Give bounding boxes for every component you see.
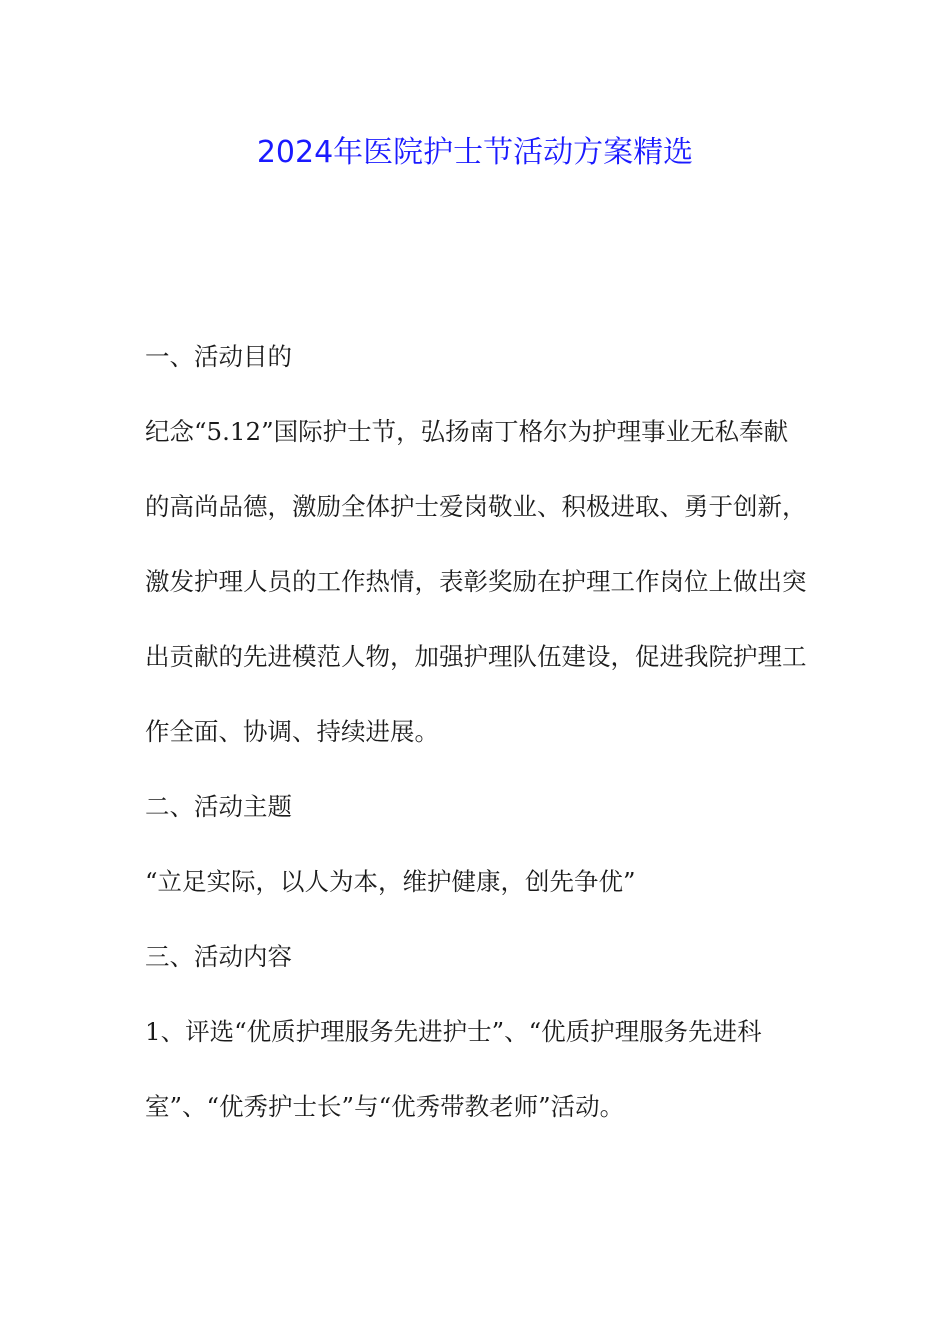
- list-item-line: 室”、“优秀护士长”与“优秀带教老师”活动。: [145, 1092, 625, 1121]
- paragraph-line: 的高尚品德，激励全体护士爱岗敬业、积极进取、勇于创新，: [145, 492, 807, 521]
- section-heading-theme: 二、活动主题: [145, 792, 292, 821]
- document-title: 2024年医院护士节活动方案精选: [256, 135, 694, 170]
- theme-slogan: “立足实际，以人为本，维护健康，创先争优”: [145, 867, 636, 896]
- list-item-line: 1、评选“优质护理服务先进护士”、“优质护理服务先进科: [145, 1017, 762, 1046]
- paragraph-line: 出贡献的先进模范人物，加强护理队伍建设，促进我院护理工: [145, 642, 807, 671]
- paragraph-line: 作全面、协调、持续进展。: [145, 717, 439, 746]
- paragraph-line: 纪念“5.12”国际护士节，弘扬南丁格尔为护理事业无私奉献: [145, 417, 789, 446]
- paragraph-line: 激发护理人员的工作热情，表彰奖励在护理工作岗位上做出突: [145, 567, 807, 596]
- section-heading-content: 三、活动内容: [145, 942, 292, 971]
- section-heading-purpose: 一、活动目的: [145, 342, 292, 371]
